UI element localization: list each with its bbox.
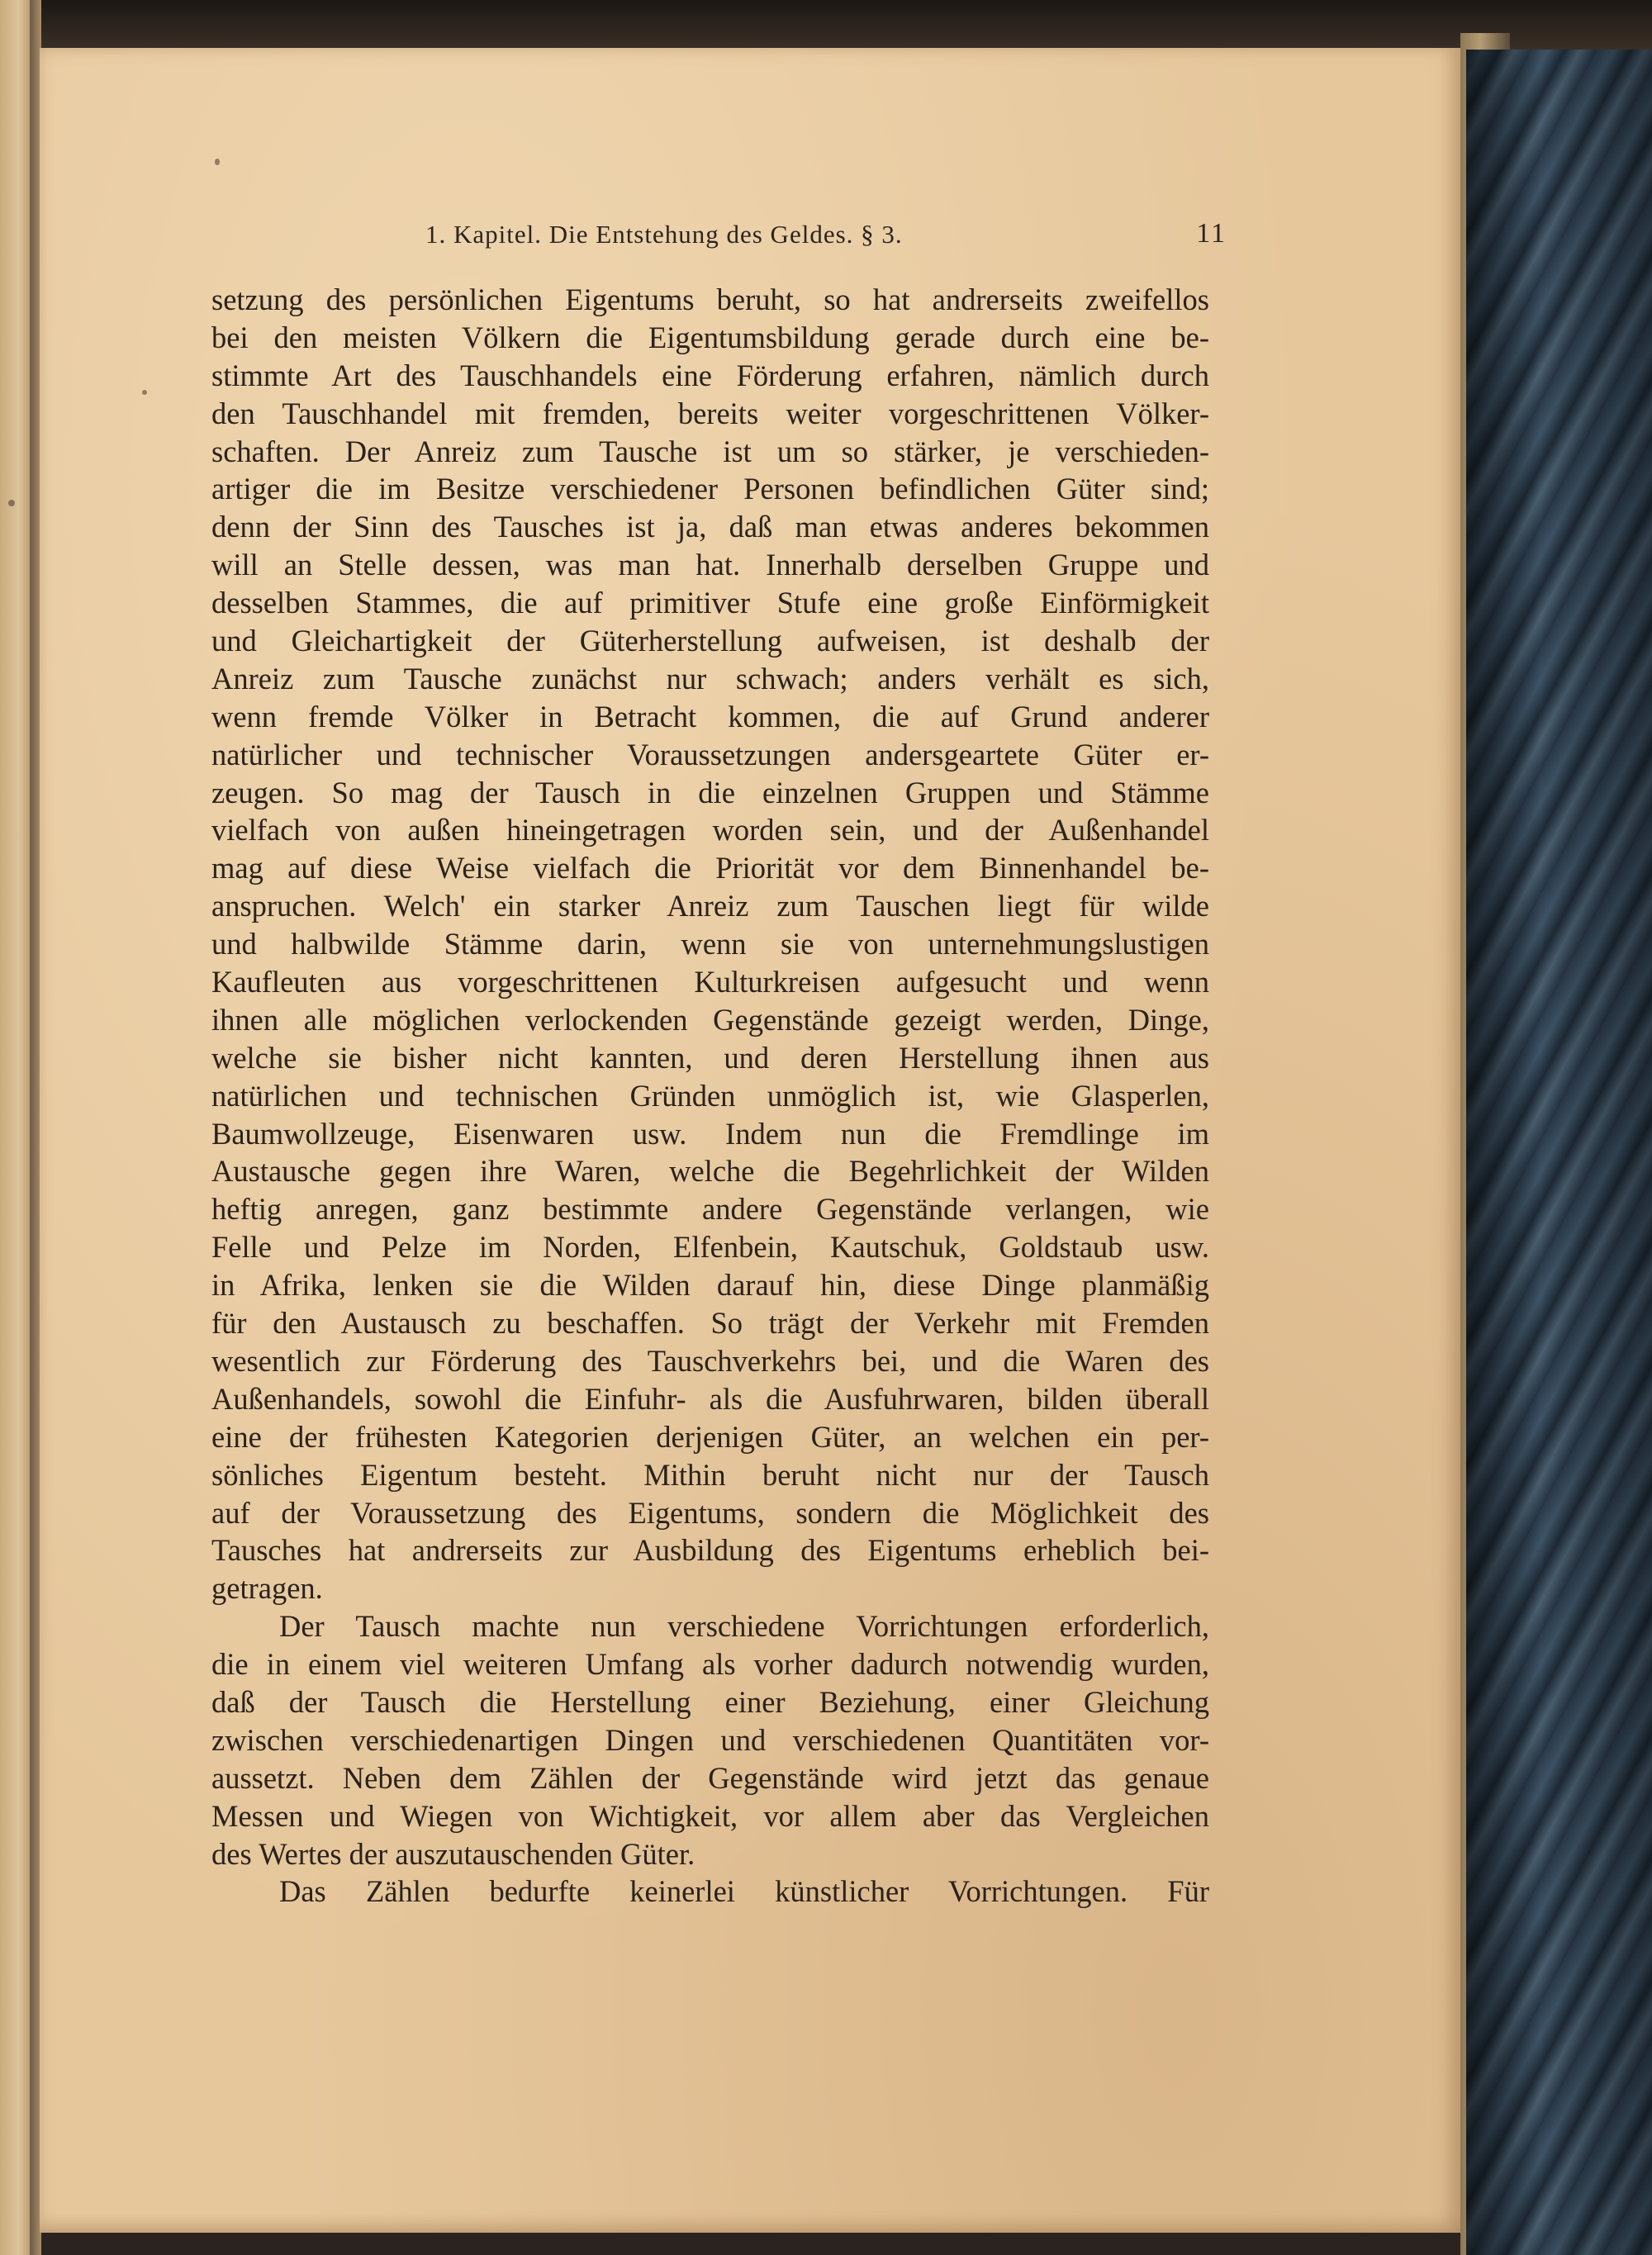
text-line: zeugen. So mag der Tausch in die einzelnen Gruppen und Stämme: [211, 775, 1209, 809]
text-line: getragen.: [211, 1571, 323, 1606]
text-line: mag auf diese Weise vielfach die Priorität vor dem Binnenhandel be-: [211, 851, 1209, 885]
facing-page-edge: [0, 0, 31, 2255]
ink-speck: [215, 159, 220, 165]
text-line: natürlicher und technischer Voraussetzungen andersgeartete Güter er-: [211, 737, 1209, 771]
text-line: will an Stelle dessen, was man hat. Innerhalb derselben Gruppe und: [211, 548, 1209, 582]
text-line: natürlichen und technischen Gründen unmöglich ist, wie Glasperlen,: [211, 1078, 1209, 1113]
text-line: sönliches Eigentum besteht. Mithin beruht nicht nur der Tausch: [211, 1457, 1209, 1492]
marbled-board-shade: [1466, 50, 1652, 2255]
text-line: des Wertes der auszutauschenden Güter.: [211, 1836, 695, 1871]
text-line: bei den meisten Völkern die Eigentumsbildung gerade durch eine be-: [211, 320, 1209, 354]
text-line: auf der Voraussetzung des Eigentums, sondern die Möglichkeit des: [211, 1495, 1209, 1530]
running-title: 1. Kapitel. Die Entstehung des Geldes. § 3.: [425, 220, 903, 249]
text-line: eine der frühesten Kategorien derjenigen Güter, an welchen ein per-: [211, 1419, 1209, 1454]
text-line: den Tauschhandel mit fremden, bereits weiter vorgeschrittenen Völker-: [211, 396, 1209, 430]
text-line: zwischen verschiedenartigen Dingen und verschiedenen Quantitäten vor-: [211, 1722, 1209, 1757]
text-line: denn der Sinn des Tausches ist ja, daß man etwas anderes bekommen: [211, 510, 1209, 544]
text-line: wesentlich zur Förderung des Tauschverkehrs bei, und die Waren des: [211, 1343, 1209, 1378]
text-line: Baumwollzeuge, Eisenwaren usw. Indem nun die Fremdlinge im: [211, 1116, 1209, 1151]
text-line: aussetzt. Neben dem Zählen der Gegenstände wird jetzt das genaue: [211, 1760, 1209, 1795]
text-line: Felle und Pelze im Norden, Elfenbein, Kautschuk, Goldstaub usw.: [211, 1230, 1209, 1265]
text-line: stimmte Art des Tauschhandels eine Förderung erfahren, nämlich durch: [211, 358, 1209, 392]
ink-speck: [142, 390, 147, 395]
text-line: schaften. Der Anreiz zum Tausche ist um so stärker, je verschieden-: [211, 434, 1209, 468]
text-line: für den Austausch zu beschaffen. So trägt der Verkehr mit Fremden: [211, 1306, 1209, 1341]
text-line: artiger die im Besitze verschiedener Personen befindlichen Güter sind;: [211, 472, 1209, 506]
text-line: heftig anregen, ganz bestimmte andere Gegenstände verlangen, wie: [211, 1192, 1209, 1227]
text-line: Tausches hat andrerseits zur Ausbildung des Eigentums erheblich bei-: [211, 1533, 1209, 1568]
text-line: Außenhandels, sowohl die Einfuhr- als die Ausfuhrwaren, bilden überall: [211, 1381, 1209, 1416]
text-line: wenn fremde Völker in Betracht kommen, die auf Grund anderer: [211, 699, 1209, 733]
ink-speck: [8, 500, 15, 506]
text-line: Das Zählen bedurfte keinerlei künstlicher Vorrichtungen. Für: [279, 1874, 1209, 1909]
text-line: welche sie bisher nicht kannten, und deren Herstellung ihnen aus: [211, 1040, 1209, 1075]
text-line: ihnen alle möglichen verlockenden Gegenstände gezeigt werden, Dinge,: [211, 1002, 1209, 1037]
text-line: in Afrika, lenken sie die Wilden darauf hin, diese Dinge planmäßig: [211, 1268, 1209, 1303]
text-line: und halbwilde Stämme darin, wenn sie von unternehmungslustigen: [211, 927, 1209, 961]
text-line: Kaufleuten aus vorgeschrittenen Kulturkreisen aufgesucht und wenn: [211, 965, 1209, 999]
page-number: 11: [1196, 218, 1227, 249]
text-line: desselben Stammes, die auf primitiver Stufe eine große Einförmigkeit: [211, 586, 1209, 620]
text-line: Der Tausch machte nun verschiedene Vorrichtungen erforderlich,: [279, 1609, 1209, 1644]
text-line: Austausche gegen ihre Waren, welche die Begehrlichkeit der Wilden: [211, 1154, 1209, 1189]
text-line: die in einem viel weiteren Umfang als vorher dadurch notwendig wurden,: [211, 1647, 1209, 1682]
text-body: [211, 281, 1209, 1911]
text-line: anspruchen. Welch' ein starker Anreiz zum Tauschen liegt für wilde: [211, 889, 1209, 923]
text-line: Anreiz zum Tausche zunächst nur schwach; anders verhält es sich,: [211, 661, 1209, 695]
text-line: vielfach von außen hineingetragen worden sein, und der Außenhandel: [211, 813, 1209, 847]
text-line: setzung des persönlichen Eigentums beruht, so hat andrerseits zweifellos: [211, 282, 1209, 316]
running-header: [206, 213, 1227, 254]
book-top-edge: [0, 0, 1652, 50]
text-line: Messen und Wiegen von Wichtigkeit, vor allem aber das Vergleichen: [211, 1798, 1209, 1833]
text-line: und Gleichartigkeit der Güterherstellung aufweisen, ist deshalb der: [211, 624, 1209, 658]
text-line: daß der Tausch die Herstellung einer Beziehung, einer Gleichung: [211, 1684, 1209, 1719]
